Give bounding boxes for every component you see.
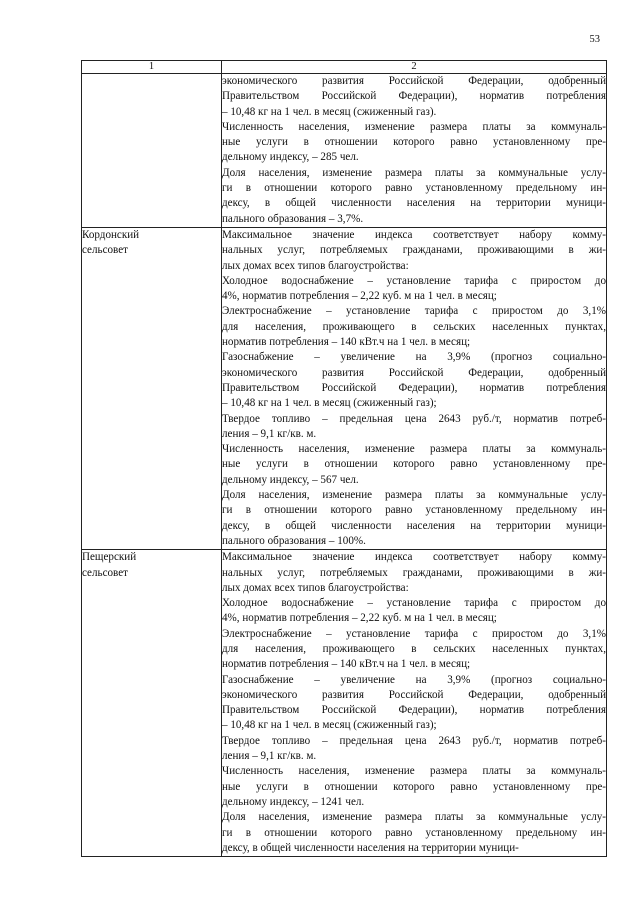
description-paragraph xyxy=(222,734,606,765)
text-line: – 10,48 кг на 1 чел. в месяц (сжиженный газ); xyxy=(222,719,437,732)
text-line: дексу, в общей численности населения на территории муници- xyxy=(222,841,519,854)
text-line: Доля населения, изменение размера платы за коммунальные услу- xyxy=(222,166,606,179)
column-header-1: 1 xyxy=(82,61,222,74)
municipal-index-table xyxy=(81,60,607,857)
text-line: – 10,48 кг на 1 чел. в месяц (сжиженный газ); xyxy=(222,397,437,410)
text-line: дельному индексу, – 1241 чел. xyxy=(222,795,365,808)
description-paragraph xyxy=(222,627,606,673)
municipality-name xyxy=(82,227,222,549)
text-line: Твердое топливо – предельная цена 2643 руб./т, норматив потреб- xyxy=(222,412,606,425)
text-line: Правительством Российской Федерации), норматив потребления xyxy=(222,381,606,394)
description-paragraph xyxy=(222,120,606,166)
text-line: Доля населения, изменение размера платы за коммунальные услу- xyxy=(222,489,606,502)
description-paragraph xyxy=(222,412,606,443)
text-line: – 10,48 кг на 1 чел. в месяц (сжиженный газ). xyxy=(222,105,437,118)
description-paragraph xyxy=(222,673,606,734)
description-paragraph xyxy=(222,442,606,488)
description-paragraph xyxy=(222,764,606,810)
description-paragraph xyxy=(222,274,606,305)
text-line: ные услуги в отношении которого равно установленному пре- xyxy=(222,136,606,149)
text-line: ления – 9,1 кг/кв. м. xyxy=(222,427,317,440)
text-line: нальных услуг, потребляемых гражданами, проживающими в жи- xyxy=(222,566,606,579)
text-line: Газоснабжение – увеличение на 3,9% (прогноз социально- xyxy=(222,351,606,364)
description-paragraph xyxy=(222,810,606,856)
text-line: для населения, проживающего в сельских населенных пунктах, xyxy=(222,320,606,333)
page-number: 53 xyxy=(589,34,600,45)
table-row xyxy=(82,227,607,549)
table-row xyxy=(82,74,607,228)
text-line: пального образования – 3,7%. xyxy=(222,212,364,225)
text-line: дексу, в общей численности населения на территории муници- xyxy=(222,519,606,532)
description-paragraph xyxy=(222,304,606,350)
description-paragraph xyxy=(222,228,606,274)
text-line: ления – 9,1 кг/кв. м. xyxy=(222,750,317,763)
text-line: Максимальное значение индекса соответствует набору комму- xyxy=(222,228,606,241)
text-line: лых домах всех типов благоустройства: xyxy=(222,259,409,272)
text-line: пального образования – 100%. xyxy=(222,534,366,547)
text-line: дексу, в общей численности населения на территории муници- xyxy=(222,197,606,210)
text-line: ги в отношении которого равно установленному предельному ин- xyxy=(222,826,606,839)
municipality-name xyxy=(82,550,222,857)
table-row xyxy=(82,550,607,857)
text-line: Холодное водоснабжение – установление тарифа с приростом до xyxy=(222,597,606,610)
text-line: Численность населения, изменение размера платы за коммуналь- xyxy=(222,120,606,133)
text-line: экономического развития Российской Федерации, одобренный xyxy=(222,688,606,701)
text-line: Численность населения, изменение размера платы за коммуналь- xyxy=(222,443,606,456)
description-paragraph xyxy=(222,550,606,596)
text-line: 4%, норматив потребления – 2,22 куб. м на 1 чел. в месяц; xyxy=(222,612,497,625)
text-line: Электроснабжение – установление тарифа с приростом до 3,1% xyxy=(222,305,606,318)
text-line: Правительством Российской Федерации), норматив потребления xyxy=(222,90,606,103)
text-line: дельному индексу, – 285 чел. xyxy=(222,151,359,164)
text-line: норматив потребления – 140 кВт.ч на 1 чел. в месяц; xyxy=(222,336,471,349)
municipality-name-line: Кордонский xyxy=(82,228,140,241)
description-paragraph xyxy=(222,166,606,227)
text-line: Численность населения, изменение размера платы за коммуналь- xyxy=(222,765,606,778)
text-line: ные услуги в отношении которого равно установленному пре- xyxy=(222,780,606,793)
municipality-name-line: сельсовет xyxy=(82,566,128,579)
municipality-name xyxy=(82,74,222,228)
text-line: норматив потребления – 140 кВт.ч на 1 чел. в месяц; xyxy=(222,658,471,671)
municipality-name-line: Пещерский xyxy=(82,551,137,564)
text-line: Правительством Российской Федерации), норматив потребления xyxy=(222,704,606,717)
description-paragraph xyxy=(222,596,606,627)
description-paragraph xyxy=(222,350,606,411)
text-line: нальных услуг, потребляемых гражданами, проживающими в жи- xyxy=(222,244,606,257)
text-line: Электроснабжение – установление тарифа с приростом до 3,1% xyxy=(222,627,606,640)
description-paragraph xyxy=(222,488,606,549)
text-line: Максимальное значение индекса соответствует набору комму- xyxy=(222,551,606,564)
text-line: лых домах всех типов благоустройства: xyxy=(222,581,409,594)
text-line: Газоснабжение – увеличение на 3,9% (прогноз социально- xyxy=(222,673,606,686)
text-line: Доля населения, изменение размера платы за коммунальные услу- xyxy=(222,811,606,824)
index-description xyxy=(222,550,607,857)
text-line: ги в отношении которого равно установленному предельному ин- xyxy=(222,504,606,517)
text-line: для населения, проживающего в сельских населенных пунктах, xyxy=(222,642,606,655)
text-line: дельному индексу, – 567 чел. xyxy=(222,473,359,486)
text-line: ги в отношении которого равно установленному предельному ин- xyxy=(222,182,606,195)
text-line: Твердое топливо – предельная цена 2643 руб./т, норматив потреб- xyxy=(222,734,606,747)
text-line: ные услуги в отношении которого равно установленному пре- xyxy=(222,458,606,471)
text-line: 4%, норматив потребления – 2,22 куб. м на 1 чел. в месяц; xyxy=(222,290,497,303)
column-header-2: 2 xyxy=(222,61,607,74)
text-line: экономического развития Российской Федерации, одобренный xyxy=(222,75,606,87)
table-header-row xyxy=(82,61,607,74)
text-line: Холодное водоснабжение – установление тарифа с приростом до xyxy=(222,274,606,287)
municipality-name-line: сельсовет xyxy=(82,244,128,257)
index-description xyxy=(222,227,607,549)
index-description xyxy=(222,74,607,228)
description-paragraph xyxy=(222,74,606,120)
text-line: экономического развития Российской Федерации, одобренный xyxy=(222,366,606,379)
